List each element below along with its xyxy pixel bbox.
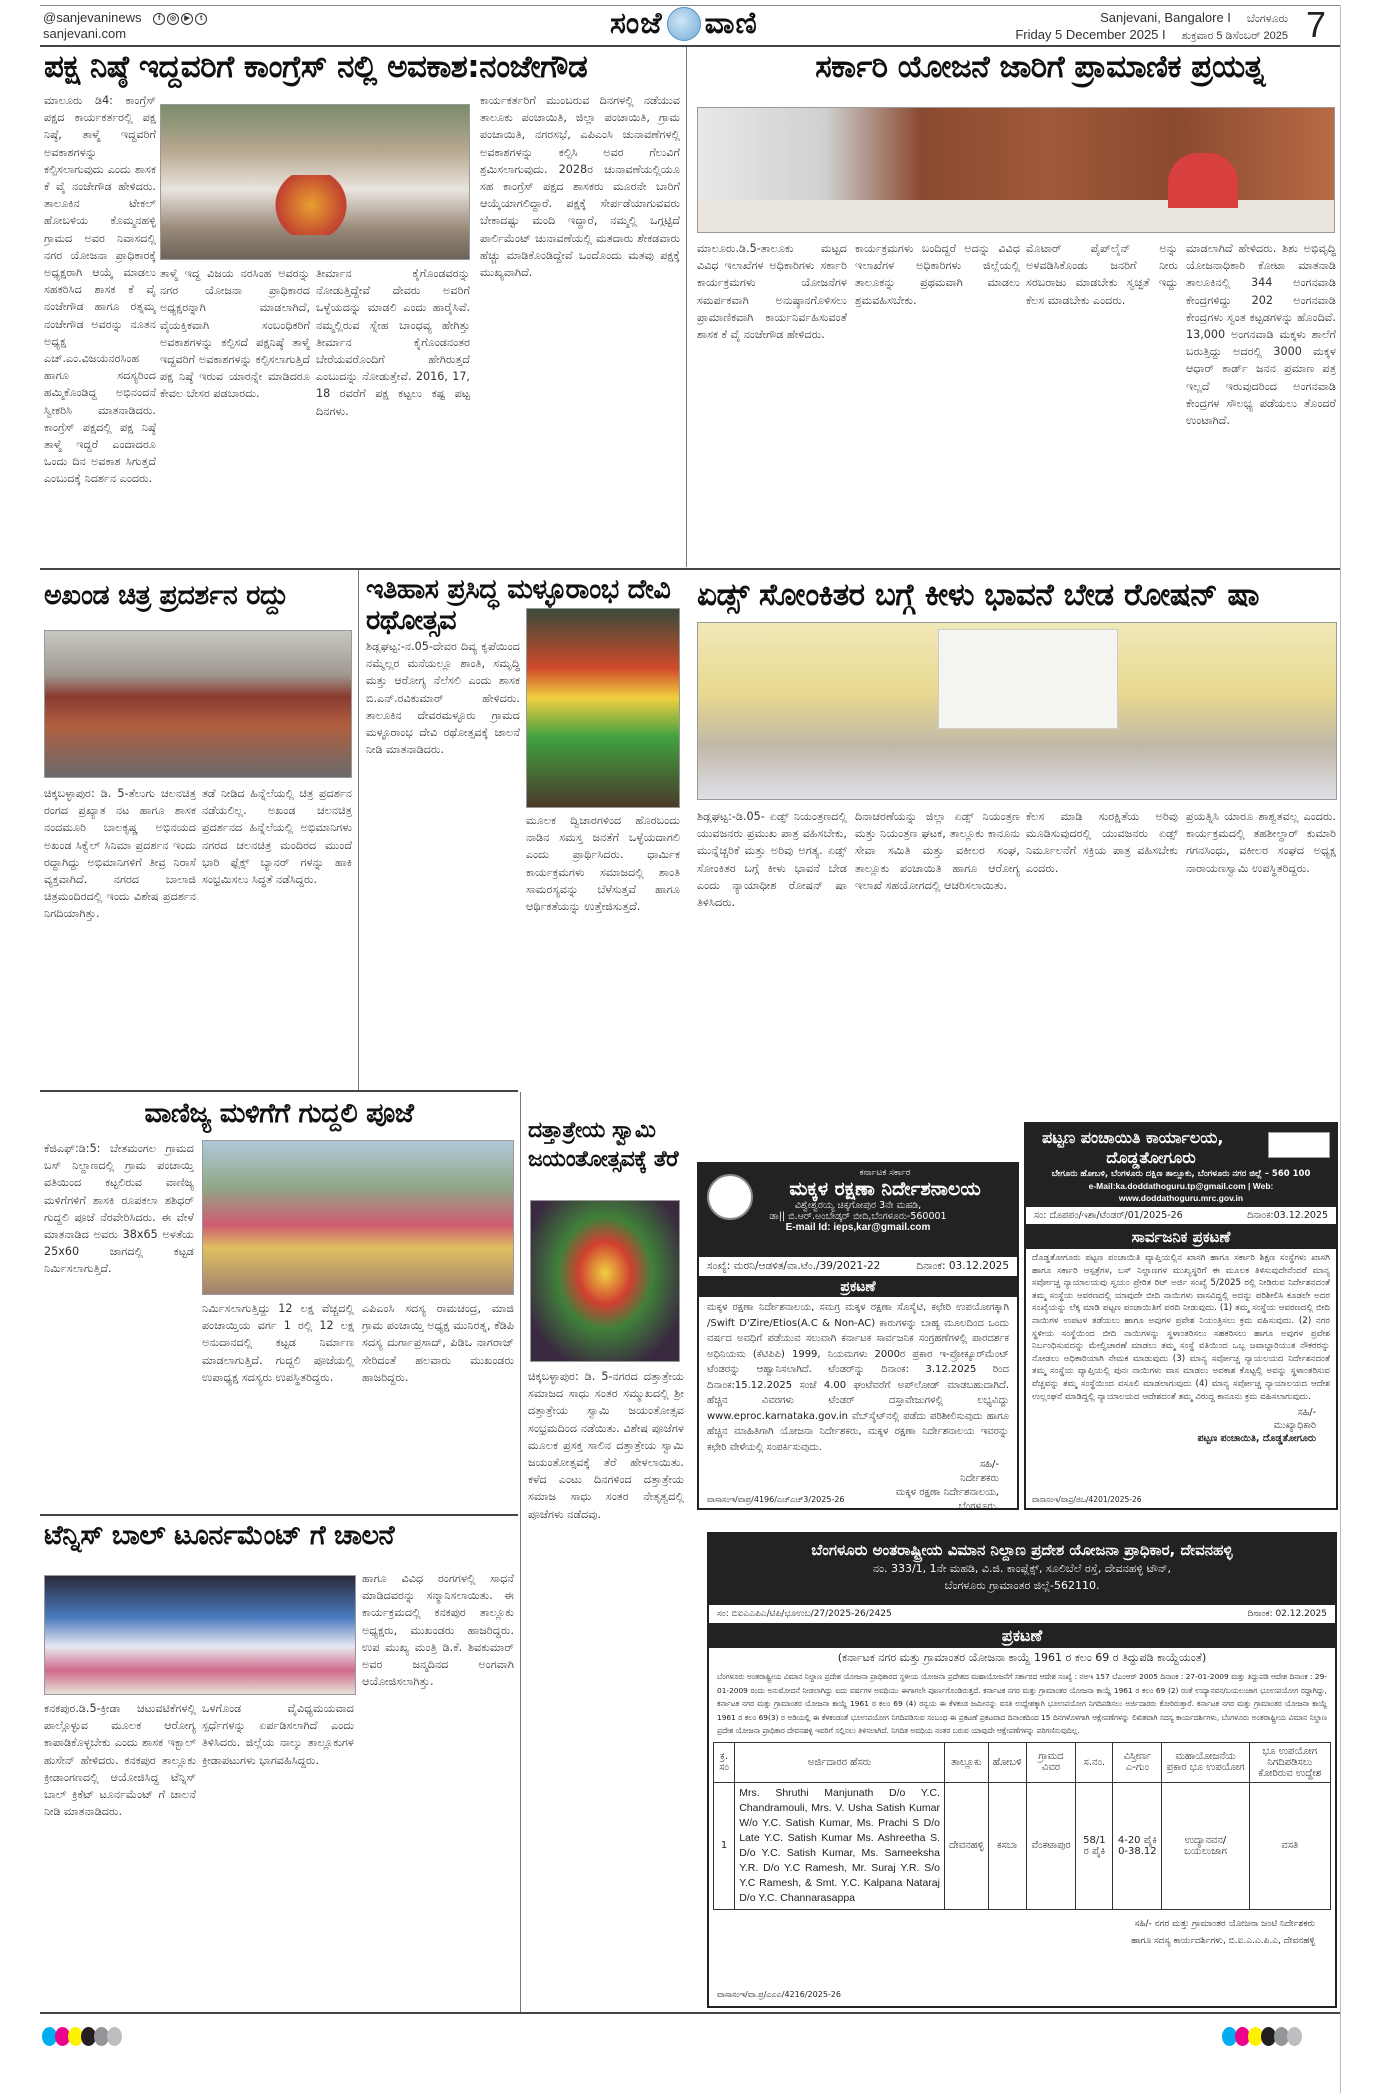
table-header-cell: ತಾಲ್ಲೂಕು (944, 1742, 988, 1782)
ad-pattana-title1: ಪಟ್ಟಣ ಪಂಚಾಯಿತಿ ಕಾರ್ಯಾಲಯ, (1042, 1128, 1224, 1147)
karnataka-emblem-icon (707, 1174, 753, 1220)
table-header-cell: ಸ.ನಂ. (1076, 1742, 1113, 1782)
article-govt-col3: ಮೊಟಾರ್ ಪೈಪ್‌ಲೈನ್ ಅನ್ನು ಅಳವಡಿಸಿಕೊಂಡು ಜನರಿಗೆ ನೀರು ಸರಬರಾಜು ಮಾಡಬೇಕು ಸ್ವಚ್ಛತೆ ಇದ್ದು ಕೆಲಸ ಮಾಡಬೇಕು ಎಂದರು. (1026, 242, 1178, 307)
newspaper-logo (610, 6, 758, 41)
headline-vanijya: ವಾಣಿಜ್ಯ ಮಳಿಗೆಗೆ ಗುದ್ದಲಿ ಪೂಜೆ (144, 1098, 414, 1129)
ad-pattana-refrow (1026, 1206, 1336, 1225)
ad-pattana-body: ದೊಡ್ಡತೋಗೂರು ಪಟ್ಟಣ ಪಂಚಾಯಿತಿ ವ್ಯಾಪ್ತಿಯಲ್ಲಿನ ಖಾಸಗಿ ಹಾಗೂ ಸರ್ಕಾರಿ ಶಿಕ್ಷಣ ಸಂಸ್ಥೆಗಳು ಖಾಸಗಿ ಹಾಗೂ ಸರ್ಕಾರಿ ಆಸ್ಪತ್ರೆಗಳ, ಬಸ್ ನಿಲ್ದಾಣಗಳ ಮುಖ್ಯಸ್ಥರಿಗೆ ಈ ಮೂಲಕ ತಿಳಿಸುವುದೇನೆಂದರೆ ಮಾನ್ಯ ಸರ್ವೋಚ್ಚ ನ್ಯಾಯಾಲಯವು ಸ್ವಯಂ ಪ್ರೇರಿತ ರಿಟ್ ಅರ್ಜಿ ಸಂಖ್ಯೆ 5/2025 ರಲ್ಲಿ ನೀಡಿರುವ ನಿರ್ದೇಶನದಂತೆ ತಮ್ಮ ಸಂಸ್ಥೆಯ ಆವರಣದಲ್ಲಿ ಯಾವುದೇ ಬೀದಿ ನಾಯಿಗಳು ವಾಸವಿದ್ದಲ್ಲಿ ಅದನ್ನು ಪರಿಶೀಲಿಸಿ ಕೂಡಲೇ ಅದರ ಸಂಖ್ಯೆಯನ್ನು ಲೆಕ್ಕ ಮಾಡಿ ಪಟ್ಟಣ ಪಂಚಾಯಿತಿಗೆ ವರದಿ ನೀಡುವುದು. (1) ತಮ್ಮ ಸಂಸ್ಥೆಯ ಆವರಣದಲ್ಲಿ ಬೀದಿ ನಾಯಿಗಳ ಉಪಟಳ ತಡೆಯಲು ಹಾಗೂ ಅವುಗಳ ಪ್ರವೇಶ ನಿಯಂತ್ರಿಸಲು ಕ್ರಮ ವಹಿಸುವುದು. (2) ನಗರ ಸ್ಥಳೀಯ ಸಂಸ್ಥೆಯಿಂದ ಬೀದಿ ನಾಯಿಗಳನ್ನು ಸ್ಥಳಾಂತರಿಸಲು ಸಹಕರಿಸಲು ಹಾಗೂ ಅವುಗಳ ಪ್ರವೇಶ ನಿರ್ಬಂಧಿಸುವದನ್ನು ಮೇಲ್ವಿಚಾರಣೆ ಮಾಡಲು ತಮ್ಮ ಸಂಸ್ಥೆ ವತಿಯಿಂದ ಒಬ್ಬ ಜವಾಬ್ದಾರಿಯುತ ನೌಕರರನ್ನು ನೋಡಲು ಅಧಿಕಾರಿಯಾಗಿ ನೇಮಕ ಮಾಡುವುದು (3) ಮಾನ್ಯ ಸರ್ವೋಚ್ಚ ನ್ಯಾಯಲಯದ ನಿರ್ದೇಶನದಂತೆ ತಮ್ಮ ಸಂಸ್ಥೆಯ ವ್ಯಾಪ್ತಿಯಲ್ಲಿ ಪುನಃ ನಾಯಿಗಳು ವಾಸ ಮಾಡಲು ಅವಕಾಶ ಕೊಟ್ಟಲ್ಲಿ ಅವನ್ನು ಸ್ಥಳಾಂತರಿಸುವ ವೆಚ್ಚವನ್ನು ತಮ್ಮ ಸಂಸ್ಥೆಯಿಂದ ವಸೂಲಿ ಮಾಡಲಾಗುವುದು (4) ಮಾನ್ಯ ಸರ್ವೋಚ್ಚ ನ್ಯಾಯಾಲಯದ ಆದೇಶ ಉಲ್ಲಂಘನೆ ಮಾಡಿದ್ದಲ್ಲಿ ನ್ಯಾಯಾಲಯದ ಆದೇಶದಂತೆ ತಮ್ಮ ವಿರುದ್ಧ ಕಾನೂನು ಕ್ರಮ ವಹಿಸಲಾಗುವುದು. (1032, 1253, 1330, 1402)
sign-line: ನಿರ್ದೇಶಕರು (960, 1473, 999, 1484)
sign-line: ಪಟ್ಟಣ ಪಂಚಾಯಿತಿ, ದೊಡ್ಡತೋಗೂರು (1197, 1433, 1316, 1445)
registration-dot (107, 2027, 122, 2046)
website-link[interactable]: sanjevani.com (43, 26, 127, 41)
logo-text-right: ವಾಣಿ (704, 6, 758, 41)
table-header-cell: ಮಹಾಯೋಜನೆಯ ಪ್ರಕಾರ ಭೂ ಉಪಯೋಗ (1162, 1742, 1249, 1782)
article-congress-col2: ತಾಳ್ಮೆ ಇದ್ದ ವಿಜಯ ನರಸಿಂಹ ಅವರನ್ನು ನಗರ ಯೋಜನಾ ಪ್ರಾಧಿಕಾರದ ಅಧ್ಯಕ್ಷರನ್ನಾಗಿ ಮಾಡಲಾಗಿದೆ, ವೈಯಕ್ತಿಕವಾಗಿ ಸಂಬಂಧಿಕರಿಗೆ ಅವಕಾಶಗಳನ್ನು ಕಲ್ಪಿಸದೆ ಪಕ್ಷನಿಷ್ಠೆ ತಾಳ್ಮೆ ಇದ್ದವರಿಗೆ ಅವಕಾಶಗಳನ್ನು ಕಲ್ಪಿಸಲಾಗುತ್ತಿದೆ ಪಕ್ಷ ನಿಷ್ಠೆ ಇರುವ ಯಾರನ್ನೇ ಮಾಡಿದರೂ ಕೇವಲ ಬೇಸರ ಪಡಬಾರದು. (160, 267, 310, 401)
table-cell: ದೇವನಹಳ್ಳಿ (944, 1782, 988, 1909)
article-tennis-col3: ಹಾಗೂ ವಿವಿಧ ರಂಗಗಳಲ್ಲಿ ಸಾಧನೆ ಮಾಡಿದವರನ್ನು ಸನ್ಮಾನಿಸಲಾಯಿತು. ಈ ಕಾರ್ಯಕ್ರಮದಲ್ಲಿ ಕನಕಪುರ ತಾಲ್ಲೂಕು ಅಧ್ಯಕ್ಷರು, ಮುಖಂಡರು ಹಾಜರಿದ್ದರು. ಉಪ ಮುಖ್ಯ ಮಂತ್ರಿ ಡಿ.ಕೆ. ಶಿವಕುಮಾರ್ ಅವರ ಜನ್ಮದಿನದ ಅಂಗವಾಗಿ ಆಯೋಜಿಸಲಾಗಿತ್ತು. (362, 1572, 514, 1689)
ad-bial-dipr: ವಾಸಾಸಂಇ/ವಾ.ಪ್ರ/ಎಎಎ/4216/2025-26 (717, 1990, 841, 1999)
headline-aids: ಏಡ್ಸ್ ಸೋಂಕಿತರ ಬಗ್ಗೆ ಕೀಳು ಭಾವನೆ ಬೇಡ ರೋಷನ್ ಷಾ (697, 577, 1259, 613)
headline-tennis: ಟೆನ್ನಿಸ್ ಬಾಲ್ ಟೂರ್ನಮೆಂಟ್ ಗೆ ಚಾಲನೆ (44, 1520, 395, 1551)
ad-pattana-address: ಬೇಗೂರು ಹೋಬಳಿ, ಬೆಂಗಳೂರು ದಕ್ಷಿಣ ತಾಲ್ಲೂಕು, ಬೆಂಗಳೂರು ನಗರ ಜಿಲ್ಲೆ – 560 100 (1051, 1169, 1311, 1179)
ad-pattana-notice-title: ಸಾರ್ವಜನಿಕ ಪ್ರಕಟಣೆ (1026, 1225, 1336, 1249)
article-chitra-col2: ತಡೆ ನೀಡಿದ ಹಿನ್ನೆಲೆಯಲ್ಲಿ ಚಿತ್ರ ಪ್ರದರ್ಶನ ನಡೆಯಲಿಲ್ಲ. ಅಖಂಡ ಚಲನಚಿತ್ರ ಪ್ರದರ್ಶನದ ಹಿನ್ನೆಲೆಯಲ್ಲಿ ಅಭಿಮಾನಿಗಳು ನಗರದ ಚಲನಚಿತ್ರ ಮಂದಿರದ ಮುಂದೆ ಭಾರಿ ಫ್ಲೆಕ್ಸ್ ಬ್ಯಾನರ್ ಗಳನ್ನು ಹಾಕಿ ಸಂಭ್ರಮಿಸಲು ಸಿದ್ಧತೆ ನಡೆಸಿದ್ದರು. (202, 787, 352, 887)
registration-marks-right (1222, 2027, 1300, 2046)
table-header-cell: ವಿಸ್ತೀರ್ಣ ಎ-ಗುಂ (1113, 1742, 1162, 1782)
ad-pattana-date: ದಿನಾಂಕ:03.12.2025 (1247, 1210, 1328, 1221)
article-tennis-col2: ಒಳಗೊಂಡ ವೈವಿಧ್ಯಮಯವಾದ ಸ್ಪರ್ಧೆಗಳನ್ನು ಏರ್ಪಡಿಸಲಾಗಿದೆ ಎಂದು ತಿಳಿಸಿದರು. ಜಿಲ್ಲೆಯ ನಾಲ್ಕು ತಾಲ್ಲೂಕುಗಳ ಕ್ರೀಡಾಪಟುಗಳು ಭಾಗವಹಿಸಿದ್ದರು. (202, 1702, 354, 1767)
article-congress-col1: ಮಾಲೂರು ಡಿ4: ಕಾಂಗ್ರೆಸ್ ಪಕ್ಷದ ಕಾರ್ಯಕರ್ತರಲ್ಲಿ ಪಕ್ಷ ನಿಷ್ಠೆ, ತಾಳ್ಮೆ ಇದ್ದವರಿಗೆ ಅವಕಾಶಗಳನ್ನು ಕಲ್ಪಿಸಲಾಗುವುದು ಎಂದು ಶಾಸಕ ಕೆ ವೈ ನಂಜೇಗೌಡ ಹೇಳಿದರು. ತಾಲೂಕಿನ ಟೇಕಲ್ ಹೋಬಳಿಯ ಕೊಮ್ಮನಹಳ್ಳಿ ಗ್ರಾಮದ ಅವರ ನಿವಾಸದಲ್ಲಿ ನಗರ ಯೋಜನಾ ಪ್ರಾಧಿಕಾರಕ್ಕೆ ಅಧ್ಯಕ್ಷರಾಗಿ ಆಯ್ಕೆ ಮಾಡಲು ಸಹಕರಿಸಿದ ಶಾಸಕ ಕೆ ವೈ ನಂಜೇಗೌಡ ಹಾಗೂ ರತ್ನಮ್ಮ ನಂಜೇಗೌಡ ಅವರನ್ನು ನೂತನ ಅಧ್ಯಕ್ಷ ಎಚ್.ಎಂ.ವಿಜಯನರಸಿಂಹ ಹಾಗೂ ಸದಸ್ಯರಿಂದ ಹಮ್ಮಿಕೊಂಡಿದ್ದ ಅಭಿನಂದನೆ ಸ್ವೀಕರಿಸಿ ಮಾತನಾಡಿದರು. ಕಾಂಗ್ರೆಸ್ ಪಕ್ಷದಲ್ಲಿ ಪಕ್ಷ ನಿಷ್ಠೆ ತಾಳ್ಮೆ ಇದ್ದರೆ ಎಂದಾದರೂ ಒಂದು ದಿನ ಅವಕಾಶ ಸಿಗುತ್ತದೆ ಎಂಬುದಕ್ಕೆ ನಿದರ್ಶನ ಎಂದರು. (44, 94, 156, 486)
article-vanijya-col3: ಎಪಿಎಂಸಿ ಸದಸ್ಯ ರಾಮಚಂದ್ರ, ಮಾಜಿ ಗ್ರಾಮ ಪಂಚಾಯ್ತಿ ಅಧ್ಯಕ್ಷ ಮುನಿರತ್ನ, ಕೆಡಿಪಿ ಸದಸ್ಯ ದುರ್ಗಾಪ್ರಸಾದ್, ಪಿಡಿಒ ನಾಗರಾಜ್ ಸೇರಿದಂತೆ ಹಲವಾರು ಮುಖಂಡರು ಹಾಜರಿದ್ದರು. (362, 1302, 514, 1384)
ad-govt-label: ಕರ್ನಾಟಕ ಸರ್ಕಾರ (859, 1168, 911, 1178)
photo-tennis-tournament (44, 1575, 356, 1695)
article-vanijya-col1: ಕೆಜಿಎಫ್:ಡಿ:5: ಬೇತಮಂಗಲ ಗ್ರಾಮದ ಬಸ್ ನಿಲ್ದಾಣದಲ್ಲಿ ಗ್ರಾಮ ಪಂಚಾಯ್ತಿ ವತಿಯಿಂದ ಕಟ್ಟಲಿರುವ ವಾಣಿಜ್ಯ ಮಳಿಗೆಗಳಿಗೆ ಶಾಸಕಿ ರೂಪಕಲಾ ಶಶಿಧರ್ ಗುದ್ದಲಿ ಪೂಜೆ ನೆರವೇರಿಸಿದರು. ಈ ವೇಳೆ ಮಾತನಾಡಿದ ಅವರು 38x65 ಅಳತೆಯ 25x60 ಜಾಗದಲ್ಲಿ ಕಟ್ಟಡ ನಿರ್ಮಿಸಲಾಗುತ್ತಿದೆ. (44, 1142, 194, 1276)
ad-makkala-title: ಮಕ್ಕಳ ರಕ್ಷಣಾ ನಿರ್ದೇಶನಾಲಯ (789, 1178, 981, 1200)
article-vanijya-col2: ನಿರ್ಮಿಸಲಾಗುತ್ತಿದ್ದು 12 ಲಕ್ಷ ವೆಚ್ಚದಲ್ಲಿ ಪಂಚಾಯ್ತಿಯ ವರ್ಗ 1 ರಲ್ಲಿ 12 ಲಕ್ಷ ಅನುದಾನದಲ್ಲಿ ಕಟ್ಟಡ ನಿರ್ಮಾಣ ಮಾಡಲಾಗುತ್ತಿದೆ. ಗುದ್ದಲಿ ಪೂಜೆಯಲ್ಲಿ ಉಪಾಧ್ಯಕ್ಷ ಸದಸ್ಯರು ಉಪಸ್ಥಿತರಿದ್ದರು. (202, 1302, 354, 1384)
ad-makkala-email[interactable]: E-mail Id: ieps,kar@gmail.com (785, 1222, 931, 1233)
ad-bial-address1: ನಂ. 333/1, 1ನೇ ಮಹಡಿ, ವಿ.ಜಿ. ಕಾಂಪ್ಲೆಕ್ಸ್, ಸೂಲಿಬೆಲೆ ರಸ್ತೆ, ದೇವನಹಳ್ಳಿ ಟೌನ್, (872, 1562, 1172, 1575)
article-govt-col1: ಮಾಲೂರು.ಡಿ.5-ತಾಲೂಕು ಮಟ್ಟದ ವಿವಿಧ ಇಲಾಖೆಗಳ ಅಧಿಕಾರಿಗಳು ಸರ್ಕಾರಿ ಕಾರ್ಯಕ್ರಮಗಳು ಯೋಜನೆಗಳ ಸಮರ್ಪಕವಾಗಿ ಅನುಷ್ಠಾನಗೊಳಿಸಲು ಪ್ರಾಮಾಣಿಕವಾಗಿ ಕಾರ್ಯನಿರ್ವಹಿಸುವಂತೆ ಶಾಸಕ ಕೆ ವೈ ನಂಜೇಗೌಡ ಹೇಳಿದರು. (697, 242, 847, 342)
ad-bial-date: ದಿನಾಂಕ: 02.12.2025 (1247, 1609, 1327, 1619)
table-cell: Mrs. Shruthi Manjunath D/o Y.C. Chandramouli, Mrs. V. Usha Satish Kumar W/o Y.C. Satish Kumar, Ms. Prachi S D/o Late Y.C. Satish Kumar Ms. Ashreetha S. D/o Y.C. Satish Kumar, Ms. Sameeksha Y.R. D/o Y.C Ramesh, Mr. Suraj Y.R. S/o Y.C Ramesh, & Smt. Y.C. Kalpana Nataraj D/o Y.C. Channarasappa (735, 1782, 945, 1909)
ad-bial-subtitle: (ಕರ್ನಾಟಕ ನಗರ ಮತ್ತು ಗ್ರಾಮಾಂತರ ಯೋಜನಾ ಕಾಯ್ದೆ 1961 ರ ಕಲಂ 69 ರ ತಿದ್ದುಪಡಿ ಕಾಯ್ದೆಯಂತೆ) (837, 1651, 1207, 1664)
photo-chariot-festival (526, 608, 680, 808)
ad-bial-notice-title: ಪ್ರಕಟಣೆ (709, 1624, 1335, 1648)
masthead-dateline (1015, 10, 1288, 44)
ad-makkala-body: ಮಕ್ಕಳ ರಕ್ಷಣಾ ನಿರ್ದೇಶನಾಲಯ, ಸಮಗ್ರ ಮಕ್ಕಳ ರಕ್ಷಣಾ ಸೊಸೈಟಿ, ಕಛೇರಿ ಉಪಯೋಗಕ್ಕಾಗಿ /Swift D'Zire/Etios(A.C & Non-AC) ಕಾರುಗಳನ್ನು ಬಾಹ್ಯ ಮೂಲದಿಂದ ಒಂದು ವರ್ಷದ ಅವಧಿಗೆ ಪಡೆಯುವ ಸಲುವಾಗಿ ಕರ್ನಾಟಕ ಸಾರ್ವಜನಿಕ ಸಂಗ್ರಹಣೆಗಳಲ್ಲಿ ಪಾರದರ್ಶಕ ಅಧಿನಿಯಮ (ಕೆಟಿಪಿಪಿ) 1999, ನಿಯಮಗಳು 2000ರ ಪ್ರಕಾರ ಇ-ಪ್ರೋಕ್ಯೂರ್‌ಮೆಂಟ್ ಟೆಂಡರನ್ನು ಆಹ್ವಾನಿಸಲಾಗಿದೆ. ಟೆಂಡರ್‌ನ್ನು ದಿನಾಂಕ: 3.12.2025 ರಿಂದ ದಿನಾಂಕ:15.12.2025 ಸಂಜೆ 4.00 ಘಂಟೆವರೆಗೆ ಅಪ್‌ಲೋಡ್ ಮಾಡಬಹುದಾಗಿದೆ. ಹೆಚ್ಚಿನ ವಿವರಗಳು ಟೆಂಡರ್ ದಸ್ತಾವೇಜುಗಳಲ್ಲಿ ಲಭ್ಯವಿದ್ದು www.eproc.karnataka.gov.in ವೆಬ್‌ಸೈಟ್‌ನಲ್ಲಿ ಪಡೆದು ಪರಿಶೀಲಿಸುವುದು ಹಾಗೂ ಹೆಚ್ಚಿನ ಮಾಹಿತಿಗಾಗಿ ಯೋಜನಾ ನಿರ್ದೇಶಕರು, ಮಕ್ಕಳ ರಕ್ಷಣಾ ನಿರ್ದೇಶನಾಲಯ ಇವರನ್ನು ಕಛೇರಿ ವೇಳೆಯಲ್ಲಿ ಸಂಪರ್ಕಿಸುವುದು. (707, 1302, 1009, 1453)
article-tennis-col1: ಕನಕಪುರ.ಡಿ.5-ಕ್ರೀಡಾ ಚಟುವಟಿಕೆಗಳಲ್ಲಿ ಪಾಲ್ಗೊಳ್ಳುವ ಮೂಲಕ ಆರೋಗ್ಯ ಕಾಪಾಡಿಕೊಳ್ಳಬೇಕು ಎಂದು ಶಾಸಕ ಇಕ್ಬಾಲ್ ಹುಸೇನ್ ಹೇಳಿದರು. ಕನಕಪುರ ತಾಲ್ಲೂಕು ಕ್ರೀಡಾಂಗಣದಲ್ಲಿ ಆಯೋಜಿಸಿದ್ದ ಟೆನ್ನಿಸ್ ಬಾಲ್ ಕ್ರಿಕೆಟ್ ಟೂರ್ನಮೆಂಟ್ ಗೆ ಚಾಲನೆ ನೀಡಿ ಮಾತನಾಡಿದರು. (44, 1702, 196, 1819)
swachh-bharat-logo-icon (1268, 1132, 1330, 1158)
article-congress-col4: ಕಾರ್ಯಕರ್ತರಿಗೆ ಮುಂಬರುವ ದಿನಗಳಲ್ಲಿ ನಡೆಯುವ ತಾಲೂಕು ಪಂಚಾಯಿತಿ, ಜಿಲ್ಲಾ ಪಂಚಾಯಿತಿ, ಗ್ರಾಮ ಪಂಚಾಯಿತಿ, ನಗರಸಭೆ, ಎಪಿಎಂಸಿ ಚುನಾವಣೆಗಳಲ್ಲಿ ಅವಕಾಶಗಳನ್ನು ಕಲ್ಪಿಸಿ ಅವರ ಗೆಲುವಿಗೆ ಶ್ರಮಿಸಲಾಗುವುದು. 2028ರ ಚುನಾವಣೆಯಲ್ಲಿಯೂ ಸಹ ಕಾಂಗ್ರೆಸ್ ಪಕ್ಷದ ಶಾಸಕರು ಮೂರನೇ ಬಾರಿಗೆ ಆಯ್ಕೆಯಾಗಲಿದ್ದಾರೆ. ಪಕ್ಷಕ್ಕೆ ಸೇರ್ಪಡೆಯಾಗುವವರು ಬೇಕಾದಷ್ಟು ಮಂದಿ ಇದ್ದಾರೆ, ನಮ್ಮಲ್ಲಿ ಒಗ್ಗಟ್ಟಿದೆ ಪಾರ್ಲಿಮೆಂಟ್ ಚುನಾವಣೆಯಲ್ಲಿ ಮತದಾರು ಶೇಕಡವಾರು ಹೆಚ್ಚು ಮಾಡಿಕೊಂಡಿದ್ದೇವೆ ಒಂದೊಂದು ಮತವು ಪಕ್ಷಕ್ಕೆ ಮುಖ್ಯವಾಗಿದೆ. (480, 94, 680, 280)
ad-makkala-address1: ವಿಶ್ವೇಶ್ವರಯ್ಯ ಚಿಕ್ಕಗೋಪುರ 3ನೇ ಮಹಡಿ, (794, 1200, 922, 1211)
ad-makkala-notice-title: ಪ್ರಕಟಣೆ (699, 1277, 1017, 1297)
sign-line: ಬೆಂಗಳೂರು. (958, 1501, 999, 1510)
sign-line: ಮಕ್ಕಳ ರಕ್ಷಣಾ ನಿರ್ದೇಶನಾಲಯ, (895, 1487, 999, 1498)
headline-govt-scheme: ಸರ್ಕಾರಿ ಯೋಜನೆ ಜಾರಿಗೆ ಪ್ರಾಮಾಣಿಕ ಪ್ರಯತ್ನ (815, 49, 1265, 85)
ad-bial-address2: ಬೆಂಗಳೂರು ಗ್ರಾಮಾಂತರ ಜಿಲ್ಲೆ-562110. (944, 1579, 1100, 1592)
edition-kn: ಬೆಂಗಳೂರು (1246, 13, 1288, 25)
ad-makkala-refrow (699, 1256, 1017, 1277)
table-row (714, 1782, 1331, 1909)
page-number: 7 (1305, 4, 1326, 45)
edition-en: Sanjevani, Bangalore I (1100, 10, 1231, 25)
youtube-icon[interactable]: ▶ (181, 13, 193, 25)
article-aids-col3: ಕೆಲಸ ಮಾಡಿ ಸುರಕ್ಷಿತೆಯ ಅರಿವು ಮೂಡಿಸುವುದರಲ್ಲಿ ಯುವಜನರು ಏಡ್ಸ್ ನಿರ್ಮೂಲನೆಗೆ ಸಕ್ರಿಯ ಪಾತ್ರ ವಹಿಸಬೇಕು ಎಂದರು. (1026, 810, 1178, 875)
facebook-icon[interactable]: f (153, 13, 165, 25)
article-govt-col2: ಕಾರ್ಯಕ್ರಮಗಳು ಬಂದಿದ್ದರೆ ಅದನ್ನು ವಿವಿಧ ಇಲಾಖೆಗಳ ಅಧಿಕಾರಿಗಳು ಜಿಲ್ಲೆಯಲ್ಲಿ ತಾಲೂಕನ್ನು ಪ್ರಥಮವಾಗಿ ಮಾಡಲು ಶ್ರಮವಹಿಸಬೇಕು. (855, 242, 1020, 307)
ad-makkala-date: ದಿನಾಂಕ: 03.12.2025 (916, 1260, 1009, 1272)
headline-chitra: ಅಖಂಡ ಚಿತ್ರ ಪ್ರದರ್ಶನ ರದ್ದು (44, 580, 288, 611)
table-cell: ವೆಂಕಟಾಪುರ (1026, 1782, 1076, 1909)
article-govt-col4: ಮಾಡಲಾಗಿದೆ ಹೇಳಿದರು. ಶಿಶು ಅಭಿವೃದ್ಧಿ ಯೋಜನಾಧಿಕಾರಿ ಕೋಟಾ ಮಾತನಾಡಿ ತಾಲೂಕಿನಲ್ಲಿ 344 ಅಂಗನವಾಡಿ ಕೇಂದ್ರಗಳಿದ್ದು 202 ಅಂಗನವಾಡಿ ಕೇಂದ್ರಗಳು ಸ್ವಂತ ಕಟ್ಟಡಗಳನ್ನು ಹೊಂದಿವೆ. 13,000 ಅಂಗನವಾಡಿ ಮಕ್ಕಳು ಶಾಲೆಗೆ ಬರುತ್ತಿದ್ದು ಅದರಲ್ಲಿ 3000 ಮಕ್ಕಳ ಆಧಾರ್ ಕಾರ್ಡ್ ಜನನ ಪ್ರಮಾಣ ಪತ್ರ ಇಲ್ಲದೆ ಇರುವುದರಿಂದ ಅಂಗನವಾಡಿ ಕೇಂದ್ರಗಳ ಸೌಲಭ್ಯ ಪಡೆಯಲು ತೊಂದರೆ ಉಂಟಾಗಿದೆ. (1186, 242, 1336, 428)
sign-line: ಹಾಗೂ ಸದಸ್ಯ ಕಾರ್ಯದರ್ಶಿಗಳು, ಬಿ.ಐ.ಎ.ಎ.ಪಿ.ಎ, ದೇವನಹಳ್ಳಿ (1131, 1935, 1315, 1946)
ad-bial-notice (707, 1532, 1337, 2008)
article-mallur-col2: ಮೂಲಕ ದ್ವಿಚಾರಗಳಿಂದ ಹೊರಬಂದು ನಾಡಿನ ಸಮಸ್ತ ಜನತೆಗೆ ಒಳ್ಳೆಯದಾಗಲಿ ಎಂದು ಪ್ರಾರ್ಥಿಸಿದರು. ಧಾರ್ಮಿಕ ಕಾರ್ಯಕ್ರಮಗಳು ಸಮಾಜದಲ್ಲಿ ಶಾಂತಿ ಸಾಮರಸ್ಯವನ್ನು ಬೆಳೆಸುತ್ತವೆ ಹಾಗೂ ಆರ್ಥಿಕತೆಯನ್ನು ಉತ್ತೇಜಿಸುತ್ತದೆ. (526, 814, 680, 914)
headline-dattatreya: ದತ್ತಾತ್ರೇಯ ಸ್ವಾಮಿ ಜಯಂತೋತ್ಸವಕ್ಕೆ ತೆರೆ (528, 1118, 678, 1172)
ad-bial-refrow (709, 1604, 1335, 1624)
ad-bial-body: ಬೆಂಗಳೂರು ಅಂತರಾಷ್ಟ್ರೀಯ ವಿಮಾನ ನಿಲ್ದಾಣ ಪ್ರದೇಶ ಯೋಜನಾ ಪ್ರಾಧಿಕಾರದ ಸ್ಥಳೀಯ ಯೋಜನಾ ಪ್ರದೇಶದ ಮಹಾಯೋಜನೆಗೆ ಸರ್ಕಾರದ ಆದೇಶ ಸಂಖ್ಯೆ : ನಅಇ 157 ಬೆಎಂಆರ್ 2005 ದಿನಾಂಕ : 27-01-2009 ಮತ್ತು ತಿದ್ದುಪಡಿ ಆದೇಶ ದಿನಾಂಕ : 29-01-2009 ರಂದು ಅನುಮೋದನೆ ನೀಡಲಾಗಿದ್ದು ಐದು ವರ್ಷಗಳ ಅವಧಿಯು ಈಗಾಗಲೇ ಪೂರ್ಣಗೊಂಡಿರುತ್ತದೆ. ಕರ್ನಾಟಕ ನಗರ ಮತ್ತು ಗ್ರಾಮಾಂತರ ಯೋಜನಾ ಕಾಯ್ದೆ 1961 ರ ಕಲಂ 69 (2) ರಂತೆ ಉದ್ಯಾನವನ/ಬಯಲುಜಾಗ ಭೂಉಪಯೋಗ ರದ್ದಾಗಿದ್ದು, ಕರ್ನಾಟಕ ನಗರ ಮತ್ತು ಗ್ರಾಮಾಂತರ ಯೋಜನಾ ಕಾಯ್ದೆ 1961 ರ ಕಲಂ 69 (4) ರನ್ವಯ ಈ ಕೆಳಕಂಡ ಜಮೀನನ್ನು ವಸತಿ ಉದ್ದೇಶಕ್ಕಾಗಿ ಭೂಉಪಯೋಗ ನಿಗದಿಪಡಿಸಲು ಅರ್ಜಿದಾರರು ಕೋರಿರುತ್ತಾರೆ. ಕರ್ನಾಟಕ ನಗರ ಮತ್ತು ಗ್ರಾಮಾಂತರ ಯೋಜನಾ ಕಾಯ್ದೆ 1961 ರ ಕಲಂ 69(3) ರ ಅಡಿಯಲ್ಲಿ ಈ ಕೆಳಕಂಡಂತೆ ಭೂಉಪಯೋಗ ನಿಗದಿಪಡಿಸುವ ಸಂಬಂಧ ಈ ಪ್ರಕಟಣೆ ಪ್ರಕಟವಾದ ದಿನಾಂಕದಿಂದ 15 ದಿನಗಳೊಳಗಾಗಿ ಆಕ್ಷೇಪಣೆಗಳನ್ನು ಲಿಖಿತವಾಗಿ ಸದಸ್ಯ ಕಾರ್ಯದರ್ಶಿಗಳು, ಬೆಂಗಳೂರು ಅಂತರಾಷ್ಟ್ರೀಯ ವಿಮಾನ ನಿಲ್ದಾಣ ಪ್ರದೇಶ ಯೋಜನಾ ಪ್ರಾಧಿಕಾರ ದೇವನಹಳ್ಳಿ ಇವರಿಗೆ ಸಲ್ಲಿಸಲು ತಿಳಿಸಲಾಗಿದೆ. ನಿಗದಿತ ಅವಧಿಯ ನಂತರ ಬರುವ ಯಾವುದೇ ಆಕ್ಷೇಪಣೆಗಳನ್ನು ಪರಿಗಣಿಸುವುದಿಲ್ಲ. (717, 1672, 1327, 1735)
twitter-icon[interactable]: t (195, 13, 207, 25)
table-header-cell: ಹೋಬಳಿ (988, 1742, 1026, 1782)
ad-pattana-ref: ಸಂ: ದೊಪಪಂ/ಇಶಾ/ಟೆಂಡರ್/01/2025-26 (1034, 1210, 1183, 1221)
date-kn: ಶುಕ್ರವಾರ 5 ಡಿಸೆಂಬರ್ 2025 (1181, 30, 1288, 42)
ad-pattana-panchayithi (1024, 1122, 1338, 1510)
table-cell: ವಸತಿ (1249, 1782, 1330, 1909)
registration-dot (1287, 2027, 1302, 2046)
table-header-cell: ಭೂ ಉಪಯೋಗ ನಿಗದಿಪಡಿಸಲು ಕೋರಿರುವ ಉದ್ದೇಶ (1249, 1742, 1330, 1782)
table-cell: 4-20 ಪೈಕಿ 0-38.12 (1113, 1782, 1162, 1909)
photo-govt-meeting (697, 107, 1335, 233)
table-cell: 58/1 ರ ಪೈಕಿ (1076, 1782, 1113, 1909)
table-header-cell: ಗ್ರಾಮದ ವಿವರ (1026, 1742, 1076, 1782)
ad-makkala-address2: ಡಾ|| ಬಿ.ಆರ್.ಅಂಬೇಡ್ಕರ್ ಬೀದಿ,ಬೆಂಗಳೂರು-560001 (769, 1211, 947, 1222)
land-use-table (713, 1742, 1331, 1910)
table-header-cell: ಅರ್ಜಿದಾರರ ಹೆಸರು (735, 1742, 945, 1782)
ad-pattana-dipr: ವಾಸಾಸಂಇ/ವಾಪ್ರ/ಜಿಒ/4201/2025-26 (1032, 1495, 1142, 1504)
table-cell: 1 (714, 1782, 735, 1909)
article-aids-col2: ದಿನಾಚರಣೆಯನ್ನು ಜಿಲ್ಲಾ ಏಡ್ಸ್ ನಿಯಂತ್ರಣ ಮತ್ತು ನಿಯಂತ್ರಣ ಘಟಕ, ತಾಲ್ಲೂಕು ಕಾನೂನು ಸೇವಾ ಸಮಿತಿ ಮತ್ತು ವಕೀಲರ ಸಂಘ, ತಾಲ್ಲೂಕು ಪಂಚಾಯಿತಿ ಹಾಗೂ ಆರೋಗ್ಯ ಇಲಾಖೆ ಸಹಯೋಗದಲ್ಲಿ ಆಚರಿಸಲಾಯಿತು. (855, 810, 1020, 892)
ad-bial-title: ಬೆಂಗಳೂರು ಅಂತರಾಷ್ಟ್ರೀಯ ವಿಮಾನ ನಿಲ್ದಾಣ ಪ್ರದೇಶ ಯೋಜನಾ ಪ್ರಾಧಿಕಾರ, ದೇವನಹಳ್ಳಿ (811, 1541, 1233, 1559)
article-dattatreya-col1: ಚಿಕ್ಕಬಳ್ಳಾಪುರ: ಡಿ. 5-ನಗರದ ದತ್ತಾತ್ರೇಯ ಸಮಾಜದ ಸಾಧು ಸಂತರ ಸಮ್ಮುಖದಲ್ಲಿ ಶ್ರೀ ದತ್ತಾತ್ರೇಯ ಸ್ವಾಮಿ ಜಯಂತೋತ್ಸವ ಸಂಭ್ರಮದಿಂದ ನಡೆಯಿತು. ವಿಶೇಷ ಪೂಜೆಗಳ ಮೂಲಕ ಪ್ರಸಕ್ತ ಸಾಲಿನ ದತ್ತಾತ್ರೇಯ ಸ್ವಾಮಿ ಜಯಂತೋತ್ಸವಕ್ಕೆ ತೆರೆ ಹೇಳಲಾಯಿತು. ಕಳೆದ ಎಂಟು ದಿನಗಳಿಂದ ದತ್ತಾತ್ರೇಯ ಸಮಾಜ ಸಾಧು ಸಂತರ ನೇತೃತ್ವದಲ್ಲಿ ಪೂಜೆಗಳು ನಡೆದವು. (528, 1370, 684, 1521)
article-mallur-col1: ಶಿಡ್ಲಘಟ್ಟ:-ನ.05-ದೇವರ ದಿವ್ಯ ಕೃಪೆಯಿಂದ ನಮ್ಮೆಲ್ಲರ ಮನೆಯಲ್ಲೂ ಶಾಂತಿ, ಸಮೃದ್ಧಿ ಮತ್ತು ಆರೋಗ್ಯ ನೆಲೆಸಲಿ ಎಂದು ಶಾಸಕ ಬಿ.ಎನ್.ರವಿಕುಮಾರ್ ಹೇಳಿದರು. ತಾಲೂಕಿನ ದೇವರಮಳ್ಳೂರು ಗ್ರಾಮದ ಮಳ್ಳೂರಾಂಭ ದೇವಿ ರಥೋತ್ಸವಕ್ಕೆ ಚಾಲನೆ ನೀಡಿ ಮಾತನಾಡಿದರು. (366, 640, 520, 757)
photo-dattatreya-idol (530, 1200, 680, 1362)
table-cell: ಉದ್ಯಾನವನ/ ಬಯಲುಜಾಗ (1162, 1782, 1249, 1909)
table-cell: ಕಸಬಾ (988, 1782, 1026, 1909)
social-handle[interactable]: @sanjevaninews (43, 10, 142, 25)
sign-line: ಸಹಿ/- (979, 1459, 999, 1470)
globe-icon (667, 7, 701, 41)
article-aids-col1: ಶಿಡ್ಲಘಟ್ಟ:-ಡಿ.05- ಏಡ್ಸ್ ನಿಯಂತ್ರಣದಲ್ಲಿ ಯುವಜನರು ಪ್ರಮುಖ ಪಾತ್ರ ವಹಿಸಬೇಕು, ಮುನ್ನೆಚ್ಚರಿಕೆ ಮತ್ತು ಅರಿವು ಅಗತ್ಯ. ಏಡ್ಸ್ ಸೋಂಕಿತರ ಬಗ್ಗೆ ಕೀಳು ಭಾವನೆ ಬೇಡ ಎಂದು ನ್ಯಾಯಾಧೀಶ ರೋಷನ್ ಷಾ ತಿಳಿಸಿದರು. (697, 810, 847, 910)
registration-marks-left (42, 2027, 120, 2046)
ad-makkala-rakshana (697, 1162, 1019, 1510)
photo-congress-felicitation (160, 104, 470, 260)
ad-pattana-contact[interactable]: e-Mail:ka.doddathoguru.tp@gmail.com | Web: www.doddathoguru.mrc.gov.in (1088, 1181, 1274, 1203)
ad-pattana-signature (1026, 1406, 1336, 1445)
masthead-left (43, 10, 207, 42)
logo-text-left: ಸಂಜೆ (610, 6, 663, 41)
ad-pattana-title2: ದೊಡ್ಡತೋಗೂರು (1106, 1148, 1196, 1167)
headline-mallur: ಇತಿಹಾಸ ಪ್ರಸಿದ್ಧ ಮಳ್ಳೂರಾಂಭ ದೇವಿ ರಥೋತ್ಸವ (366, 574, 671, 637)
headline-congress: ಪಕ್ಷ ನಿಷ್ಠೆ ಇದ್ದವರಿಗೆ ಕಾಂಗ್ರೆಸ್ ನಲ್ಲಿ ಅವಕಾಶ:ನಂಜೇಗೌಡ (44, 49, 588, 85)
photo-groundbreaking (202, 1140, 514, 1295)
ad-makkala-ref: ಸಂಖ್ಯೆ: ಮರನಿ/ಆಡಳಿತ/ವಾ.ಟೆಂ./39/2021-22 (707, 1260, 881, 1272)
photo-aids-event (697, 622, 1337, 800)
sign-line: ಸಹಿ/- ನಗರ ಮತ್ತು ಗ್ರಾಮಾಂತರ ಯೋಜನಾ ಜಂಟಿ ನಿರ್ದೇಶಕರು (1134, 1918, 1315, 1929)
ad-bial-table-wrap (709, 1740, 1335, 1912)
article-chitra-col1: ಚಿಕ್ಕಬಳ್ಳಾಪುರ: ಡಿ. 5-ತೆಲುಗು ಚಲನಚಿತ್ರ ರಂಗದ ಪ್ರಖ್ಯಾತ ನಟ ಹಾಗೂ ಶಾಸಕ ನಂದಮೂರಿ ಬಾಲಕೃಷ್ಣ ಅಭಿನಯದ ಅಖಂಡ ಸಿಕ್ವೆಲ್ ಸಿನಿಮಾ ಪ್ರದರ್ಶನ ಇಂದು ರದ್ದಾಗಿದ್ದು ಅಭಿಮಾನಿಗಳಿಗೆ ತೀವ್ರ ನಿರಾಸೆ ವ್ಯಕ್ತವಾಗಿದೆ. ನಗರದ ಬಾಲಾಜಿ ಚಿತ್ರಮಂದಿರದಲ್ಲಿ ಇಂದು ವಿಶೇಷ ಪ್ರದರ್ಶನ ನಿಗದಿಯಾಗಿತ್ತು. (44, 787, 196, 921)
ad-bial-ref: ಸಂ: ಬಿಐಎಎಪಿಎ/ಟಿಪಿ/ಭೂಉಬ/27/2025-26/2425 (717, 1609, 892, 1619)
sign-line: ಸಹಿ/- (1297, 1407, 1316, 1419)
sign-line: ಮುಖ್ಯಾಧಿಕಾರಿ (1273, 1420, 1316, 1432)
ad-bial-signature (709, 1916, 1335, 1950)
article-congress-col3: ತೀರ್ಮಾನ ಕೈಗೊಂಡವರನ್ನು ನೋಡುತ್ತಿದ್ದೇವೆ ದೇವರು ಅವರಿಗೆ ಒಳ್ಳೆಯದನ್ನು ಮಾಡಲಿ ಎಂದು ಹಾರೈಸಿವೆ. ನಮ್ಮಲ್ಲಿರುವ ಸ್ನೇಹ ಬಾಂಧವ್ಯ ಹೇಗಿತ್ತು ತೀರ್ಮಾನ ಕೈಗೊಂಡನಂತರ ಬೇರೆಯವರೊಂದಿಗೆ ಹೇಗಿರುತ್ತದೆ ಎಂಬುದನ್ನು ನೋಡುತ್ತೇವೆ. 2016, 17, 18 ರವರೆಗೆ ಪಕ್ಷ ಕಟ್ಟಲು ಕಷ್ಟ ಪಟ್ಟ ದಿನಗಳು. (316, 267, 470, 418)
instagram-icon[interactable]: ◎ (167, 13, 179, 25)
table-header-cell: ಕ್ರ. ಸಂ (714, 1742, 735, 1782)
ad-makkala-dipr: ವಾಸಾಸಂಇ/ವಾಪ್ರ/4196/ಎಚ್‌ಎಚ್3/2025-26 (707, 1495, 845, 1504)
date-en: Friday 5 December 2025 I (1015, 27, 1166, 42)
article-aids-col4: ಪ್ರಯತ್ನಿಸಿ ಯಾರೂ ಶಾಶ್ವತವಲ್ಲ ಎಂದರು. ಕಾರ್ಯಕ್ರಮದಲ್ಲಿ ತಹಶೀಲ್ದಾರ್ ಕುಮಾರಿ ಗಗನಸಿಂಧು, ವಕೀಲರ ಸಂಘದ ಅಧ್ಯಕ್ಷ ನಾರಾಯಣಸ್ವಾಮಿ ಉಪಸ್ಥಿತರಿದ್ದರು. (1186, 810, 1336, 875)
photo-cinema-hall (44, 630, 352, 778)
